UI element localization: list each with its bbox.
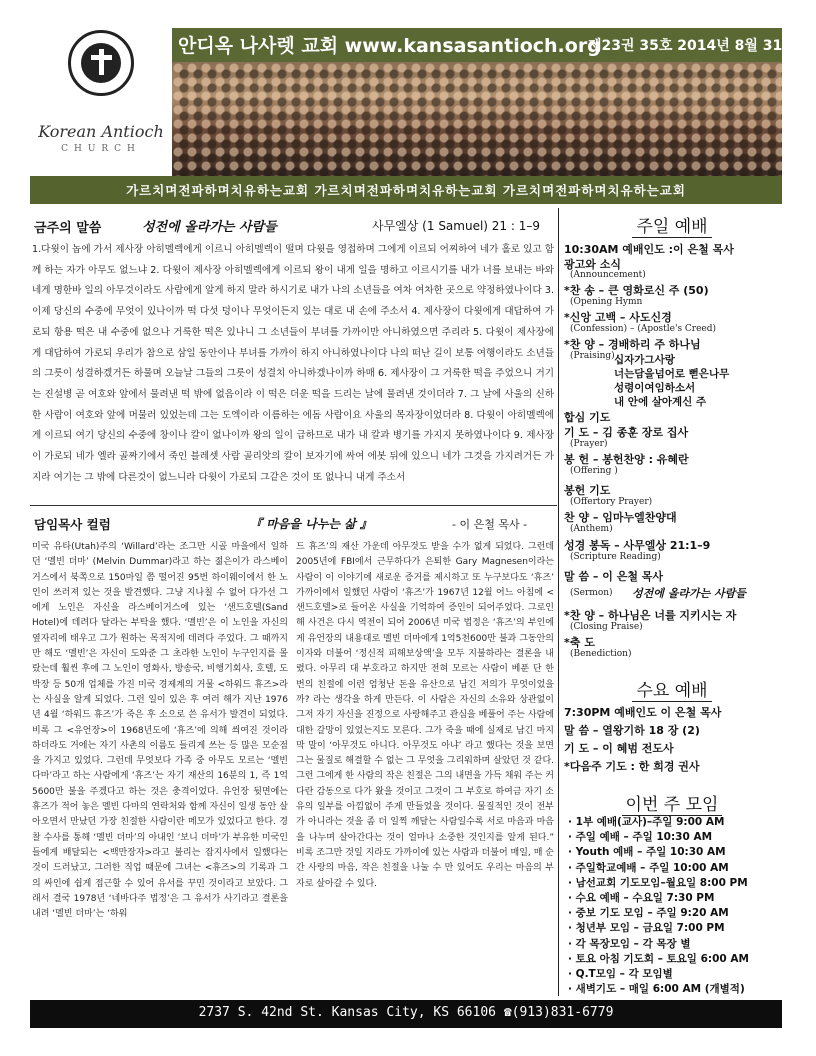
- sunday-item-english: (Offering ): [570, 466, 618, 476]
- sunday-item: *찬 송 – 큰 영화로신 주 (50): [564, 284, 709, 297]
- column-text-left: 미국 유타(Utah)주의 ‘Willard’라는 조그만 시골 마을에서 일하던 ‘멜빈 더마’ (Melvin Dummar)라고 하는 젊은이가 라스베이거스에서 북쪽으로 150마일 쯤 떨어진 95번 하이웨이에서 한 노인이 쓰러져 있는 것을 발견했다. 그냥 지나칠 수 없어 다가선 그에게 노인은 자신을 라스베이거스에 있는 ‘샌드호텔(Sand Hotel)에 데려다 달라는 부탁을 했다. ‘멜빈’은 이 노인을 자신의 옆자리에 태우고 그가 원하는 목적지에 데려다 주었다. 그 때까지만 해도 ‘멜빈’은 자신이 도와준 그 초라한 노인이 누구인지를 몰랐는데 훨씬 후에 그 노인이 영화사, 방송국, 비행기회사, 호텔, 도박장 등 50개 업체를 가진 미국 경제계의 거물 <하워드 휴즈>라는 사실을 알게 되었다. 그런 일이 있은 후 여러 해가 지난 1976년 4월 ‘하워드 휴즈’가 죽은 후 소으로 쓴 유서가 발견이 되었다. 비록 그 <유언장>이 1968년도에 ‘휴즈’에 의해 씌여진 것이라 하더라도 거에는 자기 사촌의 이름도 들리게 쓰는 등 많은 모순점을 가지고 있었다. 그런데 무엇보다 가족 중 아무도 모르는 ‘멜빈 다마’라고 하는 사람에게 ‘휴즈’는 자기 재산의 16분의 1, 즉 1억5600만 불을 주겠다고 하는 것은 충격이었다. 유언장 뒷면에는 휴즈가 적어 놓은 멜빈 다마의 연락처와 함께 자신이 일생 동안 살아오면서 만났던 가장 친절한 사람이란 메모가 있었다고 한다. 경찰 수사를 통해 ‘멜빈 더마’의 아내인 ‘보니 더마’가 부유한 미국인들에게 배달되는 <백만장자>라고 불리는 잡지사에서 일했다는 것이 드러났고, 그러한 직업 때문에 그녀는 <휴즈>의 기록과 그의 싸인에 쉽게 접근할 수 있어 유서를 꾸민 것이라고 보았다. 그래서 결국 1978년 ‘네바다주 법정’은 그 유서가 사기라고 결론을 내려 ‘멜빈 더마’는 ‘하워: [32, 542, 288, 920]
- church-title: 안디옥 나사렛 교회 www.kansasantioch.org: [178, 35, 601, 57]
- column-divider: [558, 208, 559, 996]
- sunday-item-english: (Announcement): [570, 270, 646, 280]
- scripture-text: 1.다윗이 놉에 가서 제사장 아히멜렉에게 이르니 아히멜렉이 떨며 다윗을 영접하며 그에게 이르되 어찌하여 네가 홀로 있고 함께 하는 자가 아무도 없느냐 2. 다윗이 제사장 아히멜렉에게 이르되 왕이 내게 일을 명하고 이르시기를 내가 너를 보내는 바와 네게 명한바 일의 아무것이라도 사람에게 알게 하지 말라 하시기로 내가 나의 소년들을 여차 여차한 곳으로 약정하였나이다 3. 이제 당신의 수중에 무엇이 있나이까 떡 다섯 덩이나 무엇이든지 있는 대로 내 손에 주소서 4. 제사장이 다윗에게 대답하여 가로되 항용 떡은 내 수중에 없으나 거룩한 떡은 있나니 그 소년들이 부녀를 가까이만 아니하였으면 주리라 5. 다윗이 제사장에게 대답하여 가로되 우리가 참으로 삼일 동안이나 부녀를 가까이 하지 아니하였나이다 나의 떠난 길이 보통 여행이라도 소년들의 그릇이 성결하겠거든 하물며 오늘날 그들의 그릇이 성결치 아니하겠나이까 하매 6. 제사장이 그 거룩한 떡을 주었으니 거기는 진설병 곧 여호와 앞에서 물려낸 떡 밖에 없음이라 이 떡은 더운 떡을 드리는 날에 물려낸 것이더라 7. 그 날에 사울의 신하 한 사람이 여호와 앞에 머물러 있었는데 그는 도엑이라 이름하는 에돔 사람이요 사울의 목자장이었더라 8. 다윗이 아히멜렉에게 이르되 여기 당신의 수중에 창이나 칼이 없나이까 왕의 일이 급하므로 내가 내 칼과 병기를 가지지 못하였나이다 9. 제사장이 가로되 네가 엘라 골짜기에서 죽인 블레셋 사람 골리앗의 칼이 보자기에 싸여 에봇 뒤에 있으니 네가 그것을 가지려거든 가지라 여기는 그 밖에 다른것이 없느니라 다윗이 가로되 그같은 것이 또 없나니 내게 주소서: [32, 244, 554, 483]
- sunday-item-english: (Offertory Prayer): [570, 497, 653, 507]
- sunday-item: 광고와 소식: [564, 258, 621, 271]
- sunday-item-english: (Anthem): [570, 524, 613, 534]
- sunday-item: 성경 봉독 – 사무엘상 21:1–9: [564, 539, 711, 552]
- column-text-right: 드 휴즈’의 재산 가운데 아무것도 받을 수가 없게 되었다. 그런데 2005년에 FBI에서 근무하다가 은퇴한 Gary Magnesen이라는 사람이 이 이야기에 새로운 증거를 제시하고 또 누구보다도 ‘휴즈’ 가까이에서 일했던 사람이 ‘휴즈’가 1967년 12월 어느 아침에 <샌드호텔>로 들어온 사실을 기억하여 증인이 되어주었다. 그로인해 사건은 다시 역전이 되어 2006년 미국 법정은 ‘휴즈’의 부인에게 유언장의 내용대로 멜빈 더마에게 1억5천600만 불과 그동안의 이자와 더불어 ‘정신적 피해보상액’을 모두 지불하라는 결론을 내렸다. 아무리 대 부호라고 하지만 전혀 모르는 사람이 베푼 단 한 번의 친절에 이런 엄청난 돈을 유산으로 남긴 저의가 무엇이었을까? 라는 생각을 하게 만든다. 이 사람은 자신의 소유와 상관없이 그저 자기 자신을 진정으로 사랑해주고 관심을 베풀어 주는 사람에 대한 갈망이 있었는지도 모른다. 그가 죽을 때에 실제로 남긴 마지막 말이 ‘아무것도 아니다. 아무것도 아냐’ 라고 했다는 것을 보면 그는 물질로 해결할 수 없는 그 무엇을 그리워하며 살았던 것 같다. 그런 그에게 한 사람의 작은 친절은 그의 내면을 가득 채워 주는 커다란 감동으로 다가 왔을 것이고 그것이 그 부호로 하여금 자기 소유의 일부를 아낌없이 주게 만들었을 것이다. 물질적인 것이 전부가 아니라는 것을 좀 더 일찍 깨달는 사람일수록 서로 마음과 마음을 나누며 살아간다는 것이 얼마나 소중한 것인지를 알게 된다.” 비록 조그만 것일 지라도 가까이에 있는 사람과 더불어 매일, 매 순간 사랑의 마음, 작은 친절을 나눌 수 만 있어도 우리는 마음의 부자로 살아갈 수 있다.: [296, 542, 554, 889]
- sunday-item: 기 도 – 김 종훈 장로 집사: [564, 426, 689, 439]
- sunday-item: 말 씀 – 이 은철 목사: [564, 570, 664, 583]
- congregation-photo: [172, 62, 782, 176]
- sunday-item: 봉 헌 – 봉헌찬양 : 유혜란: [564, 453, 689, 466]
- meeting-item: · Youth 예배 – 주일 10:30 AM: [568, 846, 726, 859]
- praise-song: 십자가그사랑: [614, 354, 675, 366]
- praise-song: 내 안에 살아계신 주: [614, 396, 707, 408]
- sunday-item-english: (Prayer): [570, 439, 608, 449]
- footer-address: 2737 S. 42nd St. Kansas City, KS 66106 ☎(913)831-6779: [198, 1005, 614, 1020]
- sunday-item: 찬 양 – 임마누엘찬양대: [564, 511, 677, 524]
- meeting-item: · 새벽기도 – 매일 6:00 AM (개별적): [568, 983, 745, 996]
- weekly-word-heading: 금주의 말씀: [34, 221, 102, 236]
- sunday-item-english: (Benediction): [570, 649, 632, 659]
- meeting-item: · Q.T모임 – 각 모임별: [568, 968, 673, 980]
- issue-info: 제23권 35호 2014년 8월 31일: [588, 38, 796, 54]
- sunday-item: *신앙 고백 – 사도신경: [564, 311, 672, 324]
- logo-name: Korean Antioch: [38, 122, 164, 141]
- wednesday-service-title: 수요 예배: [562, 676, 782, 701]
- weekly-meetings-title: 이번 주 모임: [562, 790, 782, 815]
- wednesday-item: 7:30PM 예배인도 이 은철 목사: [564, 706, 722, 719]
- wednesday-item: *다음주 기도 : 한 희경 권사: [564, 760, 700, 773]
- meeting-item: · 수요 예배 – 수요일 7:30 PM: [568, 892, 715, 904]
- motto-text: 가르치며전파하며치유하는교회 가르치며전파하며치유하는교회 가르치며전파하며치유하는교회: [126, 183, 686, 198]
- sunday-item-english: (Closing Praise): [570, 622, 643, 632]
- scripture-reference: 사무엘상 (1 Samuel) 21 : 1–9: [372, 219, 541, 233]
- pastor-column-author: - 이 은철 목사 -: [452, 518, 528, 531]
- sunday-item: 합심 기도: [564, 411, 611, 424]
- wednesday-item: 기 도 – 이 혜범 전도사: [564, 742, 674, 755]
- meeting-item: · 주일 예배 – 주일 10:30 AM: [568, 831, 713, 844]
- meeting-item: · 1부 예배(교사)–주일 9:00 AM: [568, 816, 725, 828]
- sunday-service-title: 주일 예배: [562, 212, 782, 237]
- meeting-item: · 토요 아침 기도회 – 토요일 6:00 AM: [568, 952, 749, 965]
- praise-song: 성령이여임하소서: [614, 382, 696, 394]
- nazarene-seal-icon: [68, 30, 134, 96]
- sunday-item: 봉헌 기도: [564, 484, 611, 497]
- sunday-item: *찬 양 – 하나님은 너를 지키시는 자: [564, 609, 737, 622]
- wednesday-item: 말 씀 – 열왕기하 18 장 (2): [564, 724, 700, 737]
- sunday-item-english: (Praising): [570, 351, 615, 361]
- pastor-column-title: 『 마음을 나누는 삶 』: [250, 517, 372, 531]
- logo-sub: CHURCH: [61, 144, 141, 154]
- sunday-item-english: (Confession) – (Apostle's Creed): [570, 324, 717, 334]
- meeting-item: · 청년부 모임 – 금요일 7:00 PM: [568, 922, 725, 935]
- pastor-column-heading: 담임목사 컬럼: [34, 517, 111, 532]
- weekly-word-title: 성전에 올라가는 사람들: [142, 220, 277, 235]
- section-divider: [30, 505, 557, 506]
- sunday-item-english: (Opening Hymn: [570, 297, 643, 307]
- sunday-item-english: (Sermon): [570, 588, 613, 598]
- sunday-item: *찬 양 – 경배하리 주 하나님: [564, 338, 701, 351]
- sunday-item: 10:30AM 예배인도 :이 은철 목사: [564, 243, 734, 256]
- sunday-item-english: (Scripture Reading): [570, 552, 661, 562]
- praise-song: 너는담을넘어로 뻗은나무: [614, 368, 730, 380]
- sermon-title: 성전에 올라가는 사람들: [632, 587, 746, 600]
- meeting-item: · 각 목장모임 – 각 목장 별: [568, 937, 691, 950]
- meeting-item: · 남선교회 기도모임–월요일 8:00 PM: [568, 876, 748, 889]
- meeting-item: · 중보 기도 모임 – 주일 9:20 AM: [568, 907, 729, 920]
- church-logo: [30, 28, 173, 176]
- sunday-item: *축 도: [564, 636, 595, 649]
- meeting-item: · 주일학교예배 – 주일 10:00 AM: [568, 861, 729, 874]
